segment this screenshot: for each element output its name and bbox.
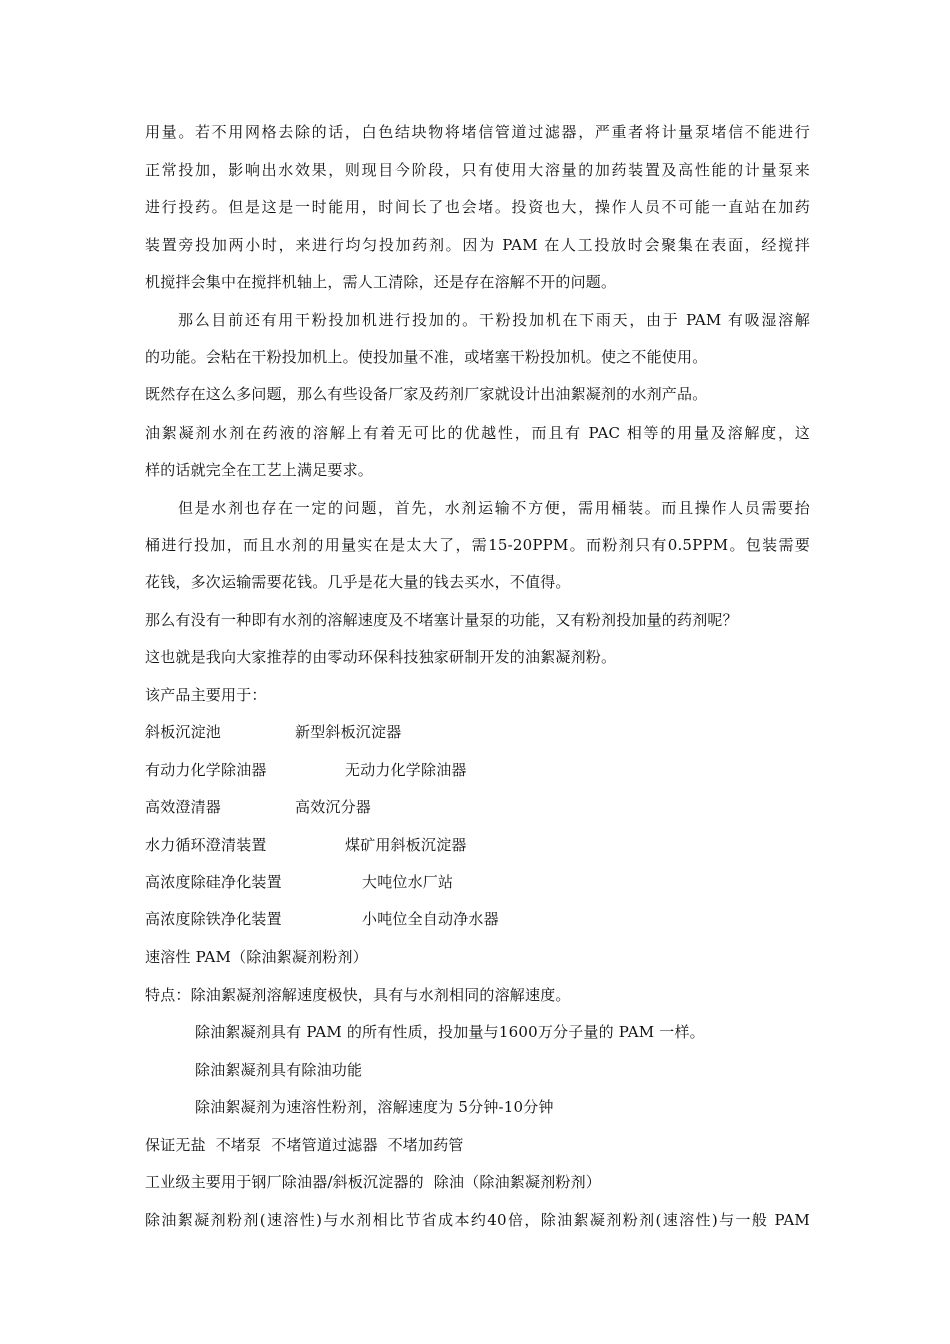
paragraph-line: 样的话就完全在工艺上满足要求。 [145, 461, 374, 479]
application-right: 煤矿用斜板沉淀器 [345, 836, 467, 854]
paragraph-line: 但是水剂也存在一定的问题，首先，水剂运输不方便，需用桶装。而且操作人员需要抬 [178, 499, 810, 517]
application-left: 水力循环澄清装置 [145, 836, 267, 854]
application-row [145, 835, 810, 855]
paragraph-line: 机搅拌会集中在搅拌机轴上，需人工清除，还是存在溶解不开的问题。 [145, 273, 617, 291]
paragraph-line: 的功能。会粘在干粉投加机上。使投加量不准，或堵塞干粉投加机。使之不能使用。 [145, 348, 708, 366]
paragraph-line: 那么目前还有用干粉投加机进行投加的。干粉投加机在下雨天，由于 PAM 有吸湿溶解 [178, 311, 810, 329]
paragraph-line: 花钱，多次运输需要花钱。几乎是花大量的钱去买水，不值得。 [145, 573, 571, 591]
application-right: 新型斜板沉淀器 [295, 723, 402, 741]
paragraph-line: 进行投药。但是这是一时能用，时间长了也会堵。投资也大，操作人员不可能一直站在加药 [145, 198, 810, 216]
application-right: 小吨位全自动净水器 [362, 910, 499, 928]
application-row [145, 909, 810, 929]
paragraph-line: 正常投加，影响出水效果，则现目今阶段，只有使用大溶量的加药装置及高性能的计量泵来 [145, 161, 810, 179]
application-row [145, 760, 810, 780]
application-left: 高浓度除铁净化装置 [145, 910, 282, 928]
paragraph-line: 该产品主要用于： [145, 686, 267, 704]
feature-line: 特点：除油絮凝剂溶解速度极快，具有与水剂相同的溶解速度。 [145, 986, 571, 1004]
guarantee-line: 保证无盐 不堵泵 不堵管道过滤器 不堵加药管 [145, 1136, 464, 1154]
feature-line: 除油絮凝剂为速溶性粉剂，溶解速度为 5分钟-10分钟 [195, 1098, 554, 1116]
application-right: 大吨位水厂站 [362, 873, 454, 891]
application-right: 无动力化学除油器 [345, 761, 467, 779]
application-left: 高浓度除硅净化装置 [145, 873, 282, 891]
comparison-line: 除油絮凝剂粉剂(速溶性)与水剂相比节省成本约40倍，除油絮凝剂粉剂(速溶性)与一般 PAM [145, 1211, 810, 1229]
application-left: 斜板沉淀池 [145, 723, 222, 741]
paragraph-line: 那么有没有一种即有水剂的溶解速度及不堵塞计量泵的功能，又有粉剂投加量的药剂呢？ [145, 611, 738, 629]
paragraph-line: 桶进行投加，而且水剂的用量实在是太大了，需15-20PPM。而粉剂只有0.5PPM。包装需要 [145, 536, 810, 554]
industrial-line: 工业级主要用于钢厂除油器/斜板沉淀器的 除油（除油絮凝剂粉剂） [145, 1173, 601, 1191]
product-title: 速溶性 PAM（除油絮凝剂粉剂） [145, 948, 368, 966]
application-left: 有动力化学除油器 [145, 761, 267, 779]
paragraph-line: 装置旁投加两小时，来进行均匀投加药剂。因为 PAM 在人工投放时会聚集在表面，经搅拌 [145, 236, 810, 254]
paragraph-line: 既然存在这么多问题，那么有些设备厂家及药剂厂家就设计出油絮凝剂的水剂产品。 [145, 385, 708, 403]
feature-line: 除油絮凝剂具有 PAM 的所有性质，投加量与1600万分子量的 PAM 一样。 [195, 1023, 705, 1041]
feature-line: 除油絮凝剂具有除油功能 [195, 1061, 363, 1079]
application-row [145, 797, 810, 817]
application-row [145, 872, 810, 892]
application-row [145, 722, 810, 742]
paragraph-line: 这也就是我向大家推荐的由零动环保科技独家研制开发的油絮凝剂粉。 [145, 648, 617, 666]
paragraph-line: 用量。若不用网格去除的话，白色结块物将堵信管道过滤器，严重者将计量泵堵信不能进行 [145, 123, 810, 141]
paragraph-line: 油絮凝剂水剂在药液的溶解上有着无可比的优越性，而且有 PAC 相等的用量及溶解度，这 [145, 424, 810, 442]
application-left: 高效澄清器 [145, 798, 222, 816]
application-right: 高效沉分器 [295, 798, 372, 816]
